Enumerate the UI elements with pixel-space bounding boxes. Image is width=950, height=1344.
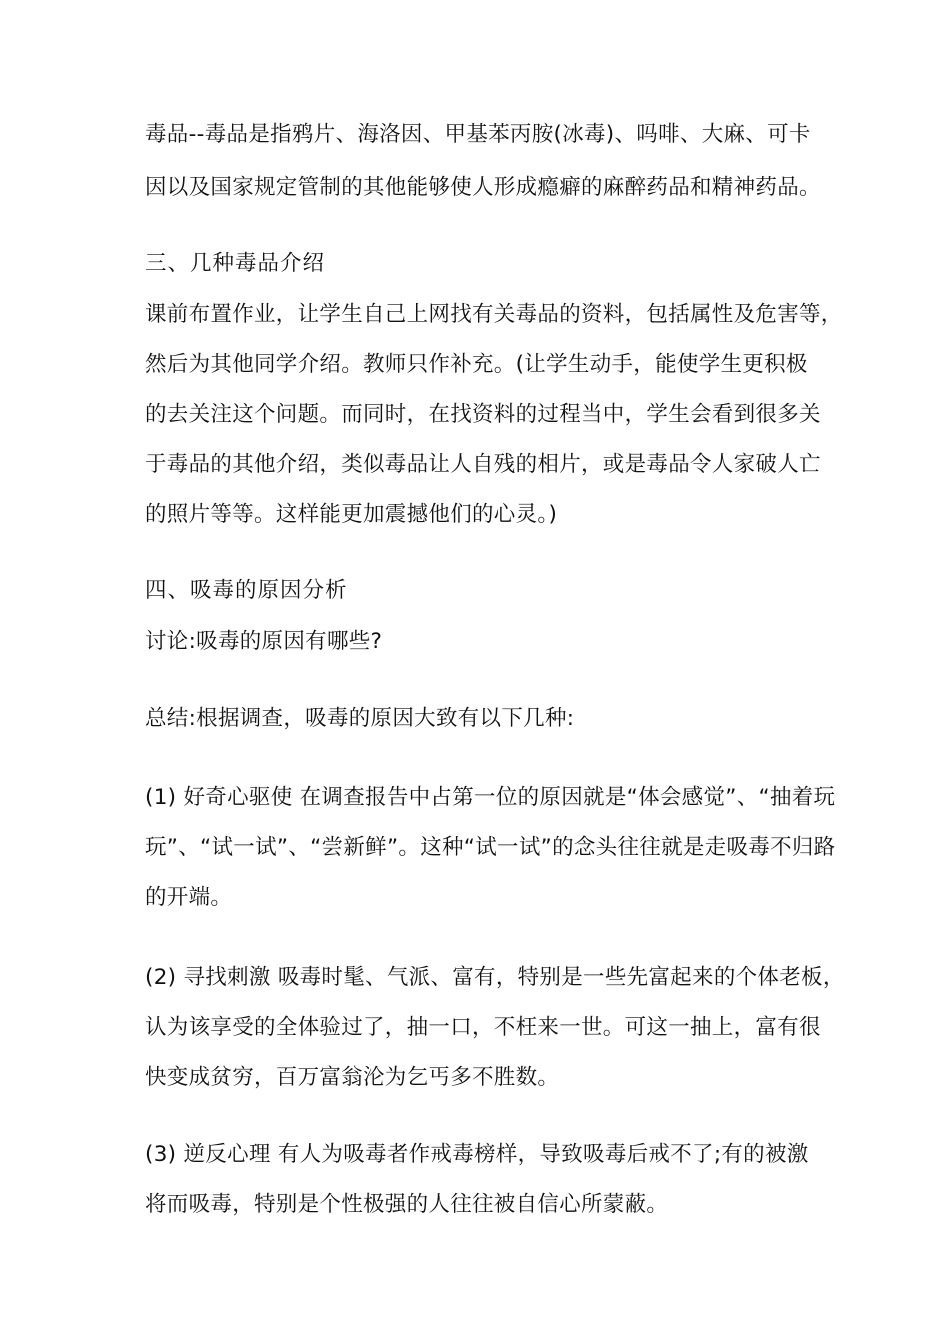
section-3-line-4: 于毒品的其他介绍，类似毒品让人自残的相片，或是毒品令人家破人亡 (145, 452, 821, 477)
section-3-line-1: 课前布置作业，让学生自己上网找有关毒品的资料，包括属性及危害等， (145, 302, 843, 327)
discussion-line: 讨论:吸毒的原因有哪些? (145, 629, 383, 654)
section-3-line-2: 然后为其他同学介绍。教师只作补充。(让学生动手，能使学生更积极 (145, 352, 808, 377)
reason-2-line-1: (2) 寻找刺激 吸毒时髦、气派、富有，特别是一些先富起来的个体老板， (145, 965, 845, 990)
section-3-line-3: 的去关注这个问题。而同时，在找资料的过程当中，学生会看到很多关 (145, 402, 821, 427)
reason-1-line-3: 的开端。 (145, 885, 233, 910)
definition-line-1: 毒品--毒品是指鸦片、海洛因、甲基苯丙胺(冰毒)、吗啡、大麻、可卡 (145, 122, 811, 147)
section-3-line-5: 的照片等等。这样能更加震撼他们的心灵。) (145, 502, 558, 527)
reason-2-line-3: 快变成贫穷，百万富翁沦为乞丐多不胜数。 (145, 1065, 560, 1090)
summary-line: 总结:根据调查，吸毒的原因大致有以下几种: (145, 706, 575, 731)
reason-2-line-2: 认为该享受的全体验过了，抽一口，不枉来一世。可这一抽上，富有很 (145, 1015, 821, 1040)
section-4-heading: 四、吸毒的原因分析 (145, 578, 348, 603)
section-3-heading: 三、几种毒品介绍 (145, 251, 326, 276)
reason-1-line-1: (1) 好奇心驱使 在调查报告中占第一位的原因就是“体会感觉”、“抽着玩 (145, 785, 836, 810)
definition-line-2: 因以及国家规定管制的其他能够使人形成瘾癖的麻醉药品和精神药品。 (145, 175, 821, 200)
reason-3-line-2: 将而吸毒，特别是个性极强的人往往被自信心所蒙蔽。 (145, 1192, 669, 1217)
reason-1-line-2: 玩”、“试一试”、“尝新鲜”。这种“试一试”的念头往往就是走吸毒不归路 (145, 835, 836, 860)
reason-3-line-1: (3) 逆反心理 有人为吸毒者作戒毒榜样，导致吸毒后戒不了;有的被激 (145, 1142, 809, 1167)
